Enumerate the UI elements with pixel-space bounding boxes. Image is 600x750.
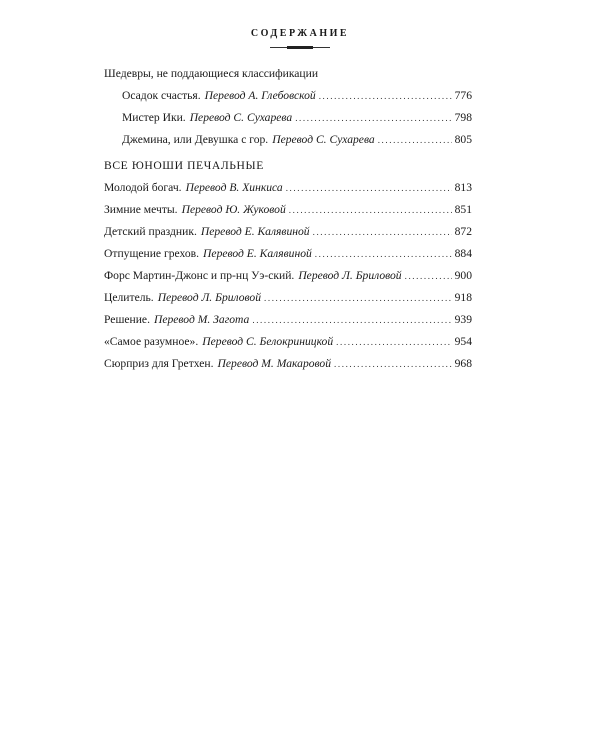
entry-page: 918 <box>454 291 472 304</box>
table-of-contents <box>104 63 472 375</box>
toc-entry[interactable] <box>104 107 472 129</box>
toc-entry[interactable] <box>104 287 472 309</box>
entry-translator: Перевод М. Загота <box>153 313 250 326</box>
entry-page: 872 <box>454 225 472 238</box>
toc-entry[interactable] <box>104 243 472 265</box>
entry-page: 776 <box>454 89 472 102</box>
entry-page: 813 <box>454 181 472 194</box>
entry-translator: Перевод Е. Калявиной <box>200 225 310 238</box>
toc-entry[interactable] <box>104 85 472 107</box>
entry-title: Молодой богач. <box>104 181 182 194</box>
dot-leader <box>252 309 451 331</box>
entry-page: 968 <box>454 357 472 370</box>
dot-leader <box>336 331 451 353</box>
entry-title: Решение. <box>104 313 150 326</box>
entry-title: «Самое разумное». <box>104 335 199 348</box>
entry-translator: Перевод Е. Калявиной <box>203 247 312 260</box>
entry-translator: Перевод С. Белокриницкой <box>202 335 334 348</box>
toc-entry[interactable] <box>104 177 472 199</box>
toc-entry[interactable] <box>104 221 472 243</box>
entry-translator: Перевод А. Глебовской <box>204 89 316 102</box>
toc-entry[interactable] <box>104 309 472 331</box>
dot-leader <box>334 353 452 375</box>
dot-leader <box>289 199 452 221</box>
entry-title: Форс Мартин-Джонс и пр-нц Уэ-ский. <box>104 269 295 282</box>
toc-entry[interactable] <box>104 353 472 375</box>
dot-leader <box>405 265 452 287</box>
section-title: ВСЕ ЮНОШИ ПЕЧАЛЬНЫЕ <box>104 159 264 172</box>
toc-entry[interactable] <box>104 265 472 287</box>
entry-page: 851 <box>454 203 472 216</box>
dot-leader <box>295 107 451 129</box>
entry-translator: Перевод В. Хинкиса <box>185 181 283 194</box>
entry-translator: Перевод Л. Бриловой <box>298 269 402 282</box>
section-title: Шедевры, не поддающиеся классификации <box>104 67 319 80</box>
dot-leader <box>315 243 452 265</box>
entry-title: Детский праздник. <box>104 225 197 238</box>
dot-leader <box>378 129 452 151</box>
entry-page: 798 <box>454 111 472 124</box>
entry-title: Отпущение грехов. <box>104 247 200 260</box>
page-header <box>0 28 600 51</box>
entry-translator: Перевод С. Сухарева <box>189 111 293 124</box>
dot-leader <box>286 177 452 199</box>
toc-entry[interactable] <box>104 331 472 353</box>
dot-leader <box>313 221 452 243</box>
entry-page: 900 <box>454 269 472 282</box>
entry-page: 884 <box>454 247 472 260</box>
entry-title: Целитель. <box>104 291 154 304</box>
entry-translator: Перевод М. Макаровой <box>217 357 332 370</box>
entry-title: Осадок счастья. <box>122 89 201 102</box>
entry-title: Джемина, или Девушка с гор. <box>122 133 269 146</box>
entry-page: 805 <box>454 133 472 146</box>
toc-entry[interactable] <box>104 199 472 221</box>
dot-leader <box>319 85 452 107</box>
header-ornament-rule <box>270 44 330 51</box>
entry-page: 939 <box>454 313 472 326</box>
entry-translator: Перевод Ю. Жуковой <box>181 203 286 216</box>
page-title: СОДЕРЖАНИЕ <box>250 28 350 39</box>
entry-title: Зимние мечты. <box>104 203 178 216</box>
entry-page: 954 <box>454 335 472 348</box>
dot-leader <box>264 287 452 309</box>
entry-title: Сюрприз для Гретхен. <box>104 357 214 370</box>
entry-translator: Перевод С. Сухарева <box>272 133 375 146</box>
entry-title: Мистер Ики. <box>122 111 186 124</box>
entry-translator: Перевод Л. Бриловой <box>157 291 261 304</box>
toc-entry[interactable] <box>104 129 472 151</box>
